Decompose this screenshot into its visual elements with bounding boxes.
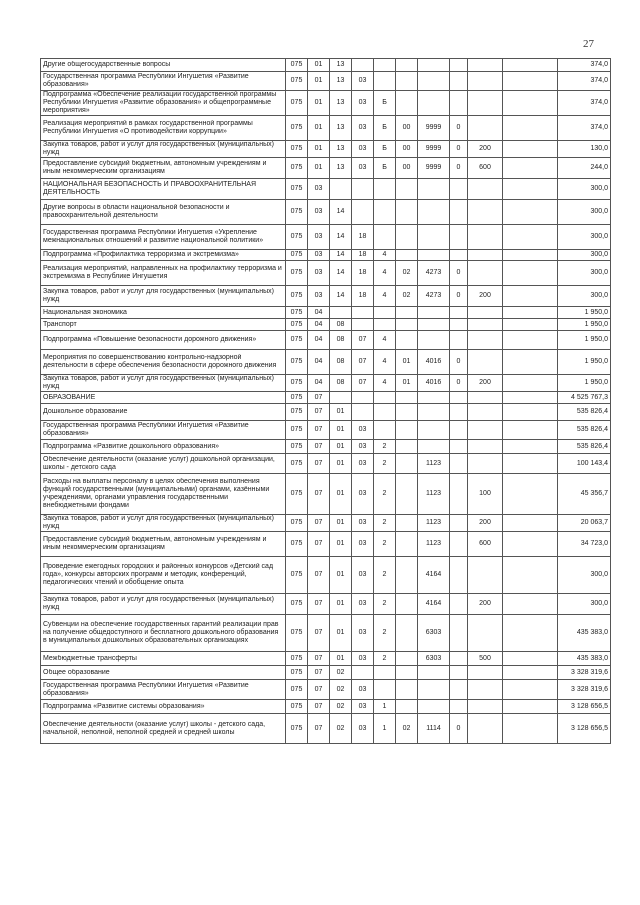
- table-row: [41, 404, 611, 421]
- section-code: 03: [314, 233, 323, 240]
- event-code: 02: [402, 724, 411, 732]
- table-row: [41, 225, 611, 250]
- amount-year-1: 3 328 319,6: [571, 685, 608, 693]
- gov-code: 075: [290, 336, 303, 343]
- subprogram-code: 2: [382, 571, 387, 578]
- gov-code: 075: [290, 668, 303, 676]
- table-row: [41, 421, 611, 440]
- extra-code: 0: [456, 164, 461, 171]
- section-code: 07: [314, 393, 323, 401]
- amount-year-1: 300,0: [590, 600, 608, 607]
- amount-year-1: 1 950,0: [584, 358, 608, 365]
- row-name: Закупка товаров, работ и услуг для государственных (муниципальных) нужд: [43, 515, 274, 530]
- direction-code: 4273: [425, 292, 442, 299]
- expense-type-code: 100: [479, 490, 491, 497]
- gov-code: 075: [290, 164, 303, 171]
- amount-year-1: 3 328 319,6: [571, 668, 608, 676]
- section-code: 07: [314, 724, 323, 732]
- subsection-code: 14: [336, 269, 345, 276]
- subprogram-code: 2: [382, 490, 387, 497]
- table-row: [41, 307, 611, 319]
- subsection-code: 01: [336, 654, 345, 662]
- program-code: 07: [358, 379, 367, 386]
- amount-year-1: 300,0: [590, 233, 608, 240]
- amount-year-1: 100 143,4: [576, 459, 608, 467]
- table-row: [41, 250, 611, 261]
- event-code: 01: [402, 358, 411, 365]
- subprogram-code: 1: [382, 724, 387, 732]
- subsection-code: 01: [336, 459, 345, 467]
- row-name: Реализация мероприятий в рамках государственной программы Республики Ингушетия «О противодействии коррупции»: [43, 120, 253, 135]
- table-row: [41, 331, 611, 350]
- section-code: 04: [314, 358, 323, 365]
- event-code: 00: [402, 164, 411, 171]
- program-code: 18: [358, 269, 367, 276]
- gov-code: 075: [290, 292, 303, 299]
- row-name: Подпрограмма «Развитие системы образования»: [43, 702, 205, 710]
- program-code: 03: [358, 145, 367, 152]
- row-name: Государственная программа Республики Ингушетия «Развитие образования»: [43, 681, 249, 697]
- direction-code: 4273: [425, 269, 442, 276]
- subsection-code: 01: [336, 540, 345, 547]
- extra-code: 0: [456, 292, 461, 299]
- subprogram-code: 4: [382, 336, 387, 343]
- section-code: 07: [314, 408, 323, 415]
- subprogram-code: 4: [382, 379, 387, 386]
- program-code: 03: [358, 724, 367, 732]
- row-name: Закупка товаров, работ и услуг для государственных (муниципальных) нужд: [43, 375, 274, 390]
- gov-code: 075: [290, 654, 303, 662]
- table-row: [41, 59, 611, 72]
- table-row: [41, 91, 611, 116]
- amount-year-1: 3 128 656,5: [571, 724, 608, 732]
- row-name: Обеспечение деятельности (оказание услуг) школы - детского сада, начальной, неполной, неполной средней и средней школы: [43, 720, 266, 736]
- table-row: [41, 319, 611, 331]
- gov-code: 075: [290, 519, 303, 526]
- subsection-code: 13: [336, 77, 345, 84]
- gov-code: 075: [290, 426, 303, 433]
- row-name: Закупка товаров, работ и услуг для государственных (муниципальных) нужд: [43, 141, 274, 156]
- section-code: 01: [314, 145, 323, 152]
- subprogram-code: 1: [382, 702, 387, 710]
- subsection-code: 01: [336, 408, 345, 415]
- direction-code: 4016: [425, 379, 442, 386]
- extra-code: 0: [456, 358, 461, 365]
- gov-code: 075: [290, 442, 303, 450]
- section-code: 04: [314, 336, 323, 343]
- amount-year-1: 300,0: [590, 269, 608, 276]
- program-code: 03: [358, 702, 367, 710]
- amount-year-1: 374,0: [590, 77, 608, 84]
- subsection-code: 14: [336, 251, 345, 258]
- subsection-code: 02: [336, 702, 345, 710]
- table-row: [41, 700, 611, 714]
- row-name: Расходы на выплаты персоналу в целях обеспечения выполнения функций государственными (муниципальными) органами, казёнными учреждениями, органами управления государственными внебюджетными фондами: [43, 478, 270, 509]
- program-code: 03: [358, 442, 367, 450]
- table-row: [41, 158, 611, 179]
- expense-type-code: 200: [479, 600, 491, 607]
- program-code: 03: [358, 629, 367, 636]
- gov-code: 075: [290, 320, 303, 328]
- table-row: [41, 680, 611, 700]
- subprogram-code: 2: [382, 540, 387, 547]
- table-row: [41, 116, 611, 141]
- subprogram-code: 2: [382, 600, 387, 607]
- amount-year-1: 34 723,0: [580, 540, 608, 547]
- subsection-code: 14: [336, 208, 345, 215]
- table-row: [41, 454, 611, 474]
- amount-year-1: 535 826,4: [576, 442, 608, 450]
- extra-code: 0: [456, 724, 461, 732]
- direction-code: 4164: [425, 571, 442, 578]
- program-code: 03: [358, 99, 367, 106]
- subsection-code: 08: [336, 379, 345, 386]
- section-code: 01: [314, 124, 323, 131]
- gov-code: 075: [290, 145, 303, 152]
- table-row: [41, 350, 611, 375]
- subsection-code: 14: [336, 292, 345, 299]
- program-code: 18: [358, 233, 367, 240]
- amount-year-1: 3 128 656,5: [571, 702, 608, 710]
- amount-year-1: 300,0: [590, 251, 608, 258]
- subsection-code: 14: [336, 233, 345, 240]
- program-code: 03: [358, 77, 367, 84]
- table-row: [41, 474, 611, 515]
- program-code: 03: [358, 685, 367, 693]
- program-code: 03: [358, 519, 367, 526]
- gov-code: 075: [290, 685, 303, 693]
- row-name: Государственная программа Республики Ингушетия «Развитие образования»: [43, 422, 249, 437]
- row-name: Мероприятия по совершенствованию контрольно-надзорной деятельности в сфере обеспечения безопасности дорожного движения: [43, 354, 277, 369]
- direction-code: 9999: [425, 145, 442, 152]
- program-code: 03: [358, 654, 367, 662]
- subprogram-code: 4: [382, 292, 387, 299]
- subprogram-code: Б: [382, 124, 387, 131]
- amount-year-1: 1 950,0: [584, 308, 608, 316]
- gov-code: 075: [290, 393, 303, 401]
- section-code: 07: [314, 685, 323, 693]
- section-code: 03: [314, 251, 323, 258]
- section-code: 01: [314, 164, 323, 171]
- extra-code: 0: [456, 124, 461, 131]
- subsection-code: 01: [336, 519, 345, 526]
- subsection-code: 01: [336, 426, 345, 433]
- section-code: 07: [314, 519, 323, 526]
- row-name: Обеспечение деятельности (оказание услуг) дошкольной организации, школы - детского сада: [43, 455, 275, 471]
- gov-code: 075: [290, 629, 303, 636]
- subprogram-code: Б: [382, 164, 387, 171]
- page-number: 27: [583, 38, 594, 50]
- section-code: 01: [314, 77, 323, 84]
- table-body: [41, 59, 611, 744]
- table-row: [41, 557, 611, 594]
- amount-year-1: 435 383,0: [576, 654, 608, 662]
- amount-year-1: 374,0: [590, 61, 608, 68]
- program-code: 03: [358, 164, 367, 171]
- subprogram-code: 2: [382, 459, 387, 467]
- gov-code: 075: [290, 490, 303, 497]
- amount-year-1: 1 950,0: [584, 336, 608, 343]
- event-code: 01: [402, 379, 411, 386]
- table-row: [41, 392, 611, 404]
- section-code: 04: [314, 308, 323, 316]
- section-code: 03: [314, 185, 323, 192]
- table-row: [41, 714, 611, 744]
- amount-year-1: 1 950,0: [584, 320, 608, 328]
- program-code: 18: [358, 292, 367, 299]
- amount-year-1: 374,0: [590, 99, 608, 106]
- row-name: Подпрограмма «Профилактика терроризма и экстремизма»: [43, 251, 239, 258]
- expense-type-code: 200: [479, 519, 491, 526]
- subsection-code: 01: [336, 600, 345, 607]
- section-code: 07: [314, 442, 323, 450]
- subsection-code: 13: [336, 145, 345, 152]
- subprogram-code: Б: [382, 145, 387, 152]
- section-code: 07: [314, 490, 323, 497]
- subsection-code: 01: [336, 490, 345, 497]
- section-code: 04: [314, 320, 323, 328]
- gov-code: 075: [290, 233, 303, 240]
- budget-table: [40, 58, 611, 744]
- row-name: Предоставление субсидий бюджетным, автономным учреждениям и иным некоммерческим организациям: [43, 536, 267, 551]
- row-name: Проведение ежегодных городских и районных конкурсов «Детский сад года», конкурсы авторских программ и методик, конференций, педагогических чтений и обобщение опыта: [43, 563, 274, 586]
- subsection-code: 01: [336, 629, 345, 636]
- direction-code: 1114: [426, 724, 441, 732]
- program-code: 03: [358, 124, 367, 131]
- expense-type-code: 600: [479, 164, 491, 171]
- direction-code: 1123: [425, 519, 442, 526]
- row-name: НАЦИОНАЛЬНАЯ БЕЗОПАСНОСТЬ И ПРАВООХРАНИТЕЛЬНАЯ ДЕЯТЕЛЬНОСТЬ: [43, 181, 257, 196]
- amount-year-1: 244,0: [590, 164, 608, 171]
- direction-code: 4164: [425, 600, 442, 607]
- gov-code: 075: [290, 600, 303, 607]
- section-code: 04: [314, 379, 323, 386]
- program-code: 03: [358, 571, 367, 578]
- row-name: Реализация мероприятий, направленных на профилактику терроризма и экстремизма в Республике Ингушетия: [43, 265, 282, 280]
- row-name: Государственная программа Республики Ингушетия «Укрепление межнациональных отношений и развитие национальной политики»: [43, 229, 264, 244]
- section-code: 07: [314, 668, 323, 676]
- extra-code: 0: [456, 269, 461, 276]
- program-code: 07: [358, 336, 367, 343]
- subsection-code: 13: [336, 99, 345, 106]
- row-name: Транспорт: [43, 320, 77, 328]
- program-code: 03: [358, 490, 367, 497]
- gov-code: 075: [290, 724, 303, 732]
- event-code: 02: [402, 292, 411, 299]
- amount-year-1: 300,0: [590, 292, 608, 299]
- table-row: [41, 515, 611, 532]
- amount-year-1: 4 525 767,3: [571, 393, 608, 401]
- table-row: [41, 666, 611, 680]
- subsection-code: 13: [336, 61, 345, 68]
- direction-code: 9999: [425, 124, 442, 131]
- extra-code: 0: [456, 145, 461, 152]
- row-name: Государственная программа Республики Ингушетия «Развитие образования»: [43, 73, 249, 88]
- expense-type-code: 200: [479, 292, 491, 299]
- table-row: [41, 141, 611, 158]
- section-code: 07: [314, 571, 323, 578]
- row-name: Подпрограмма «Обеспечение реализации государственной программы Республики Ингушетия «Развитие образования» и общепрограммные мероприятия»: [43, 91, 277, 114]
- amount-year-1: 374,0: [590, 124, 608, 131]
- row-name: Дошкольное образование: [43, 408, 128, 415]
- section-code: 01: [314, 61, 323, 68]
- gov-code: 075: [290, 208, 303, 215]
- amount-year-1: 435 383,0: [576, 629, 608, 636]
- amount-year-1: 130,0: [590, 145, 608, 152]
- section-code: 07: [314, 629, 323, 636]
- section-code: 03: [314, 292, 323, 299]
- section-code: 07: [314, 426, 323, 433]
- subsection-code: 13: [336, 164, 345, 171]
- gov-code: 075: [290, 269, 303, 276]
- direction-code: 6303: [425, 654, 442, 662]
- gov-code: 075: [290, 61, 303, 68]
- subsection-code: 01: [336, 442, 345, 450]
- gov-code: 075: [290, 308, 303, 316]
- amount-year-1: 535 826,4: [576, 426, 608, 433]
- subprogram-code: 4: [382, 269, 387, 276]
- gov-code: 075: [290, 251, 303, 258]
- row-name: Другие вопросы в области национальной безопасности и правоохранительной деятельности: [43, 204, 230, 219]
- row-name: Подпрограмма «Развитие дошкольного образования»: [43, 442, 219, 450]
- event-code: 00: [402, 124, 411, 131]
- direction-code: 1123: [425, 459, 442, 467]
- subprogram-code: 4: [382, 251, 387, 258]
- amount-year-1: 300,0: [590, 208, 608, 215]
- program-code: 07: [358, 358, 367, 365]
- gov-code: 075: [290, 702, 303, 710]
- gov-code: 075: [290, 540, 303, 547]
- direction-code: 1123: [425, 490, 442, 497]
- row-name: ОБРАЗОВАНИЕ: [43, 393, 96, 401]
- section-code: 07: [314, 459, 323, 467]
- gov-code: 075: [290, 459, 303, 467]
- subsection-code: 13: [336, 124, 345, 131]
- subsection-code: 02: [336, 668, 345, 676]
- program-code: 03: [358, 426, 367, 433]
- gov-code: 075: [290, 185, 303, 192]
- row-name: Предоставление субсидий бюджетным, автономным учреждениям и иным некоммерческим организациям: [43, 160, 267, 175]
- section-code: 07: [314, 540, 323, 547]
- expense-type-code: 200: [479, 379, 491, 386]
- amount-year-1: 45 356,7: [580, 490, 608, 497]
- row-name: Подпрограмма «Повышение безопасности дорожного движения»: [43, 336, 257, 343]
- table-row: [41, 615, 611, 652]
- gov-code: 075: [290, 99, 303, 106]
- table-row: [41, 652, 611, 666]
- table-row: [41, 179, 611, 200]
- section-code: 01: [314, 99, 323, 106]
- section-code: 03: [314, 208, 323, 215]
- subsection-code: 08: [336, 320, 345, 328]
- amount-year-1: 1 950,0: [584, 379, 608, 386]
- amount-year-1: 535 826,4: [576, 408, 608, 415]
- section-code: 07: [314, 654, 323, 662]
- direction-code: 6303: [425, 629, 442, 636]
- subprogram-code: 2: [382, 442, 387, 450]
- event-code: 00: [402, 145, 411, 152]
- subsection-code: 08: [336, 336, 345, 343]
- amount-year-1: 20 063,7: [580, 519, 608, 526]
- expense-type-code: 600: [479, 540, 491, 547]
- row-name: Закупка товаров, работ и услуг для государственных (муниципальных) нужд: [43, 288, 274, 303]
- direction-code: 9999: [425, 164, 442, 171]
- table-row: [41, 594, 611, 615]
- subprogram-code: Б: [382, 99, 387, 106]
- table-row: [41, 440, 611, 454]
- gov-code: 075: [290, 358, 303, 365]
- row-name: Национальная экономика: [43, 308, 127, 316]
- subprogram-code: 4: [382, 358, 387, 365]
- subprogram-code: 2: [382, 654, 387, 662]
- subsection-code: 02: [336, 685, 345, 693]
- table-row: [41, 532, 611, 557]
- row-name: Общее образование: [43, 668, 110, 676]
- subsection-code: 08: [336, 358, 345, 365]
- row-name: Субвенции на обеспечение государственных гарантий реализации прав на получение общедоступного и бесплатного дошкольного образования в муниципальных дошкольных образовательных организациях: [43, 621, 279, 644]
- expense-type-code: 500: [479, 654, 491, 662]
- subsection-code: 01: [336, 571, 345, 578]
- table-row: [41, 200, 611, 225]
- extra-code: 0: [456, 379, 461, 386]
- table-row: [41, 286, 611, 307]
- gov-code: 075: [290, 408, 303, 415]
- subsection-code: 02: [336, 724, 345, 732]
- gov-code: 075: [290, 77, 303, 84]
- subprogram-code: 2: [382, 629, 387, 636]
- section-code: 03: [314, 269, 323, 276]
- program-code: 18: [358, 251, 367, 258]
- section-code: 07: [314, 702, 323, 710]
- direction-code: 4016: [425, 358, 442, 365]
- amount-year-1: 300,0: [590, 185, 608, 192]
- table-row: [41, 72, 611, 91]
- expense-type-code: 200: [479, 145, 491, 152]
- row-name: Закупка товаров, работ и услуг для государственных (муниципальных) нужд: [43, 596, 274, 611]
- gov-code: 075: [290, 124, 303, 131]
- direction-code: 1123: [425, 540, 442, 547]
- event-code: 02: [402, 269, 411, 276]
- gov-code: 075: [290, 379, 303, 386]
- row-name: Другие общегосударственные вопросы: [43, 61, 171, 68]
- gov-code: 075: [290, 571, 303, 578]
- section-code: 07: [314, 600, 323, 607]
- table-row: [41, 261, 611, 286]
- program-code: 03: [358, 600, 367, 607]
- program-code: 03: [358, 540, 367, 547]
- program-code: 03: [358, 459, 367, 467]
- table-row: [41, 375, 611, 392]
- amount-year-1: 300,0: [590, 571, 608, 578]
- subprogram-code: 2: [382, 519, 387, 526]
- row-name: Межбюджетные трансферты: [43, 654, 137, 662]
